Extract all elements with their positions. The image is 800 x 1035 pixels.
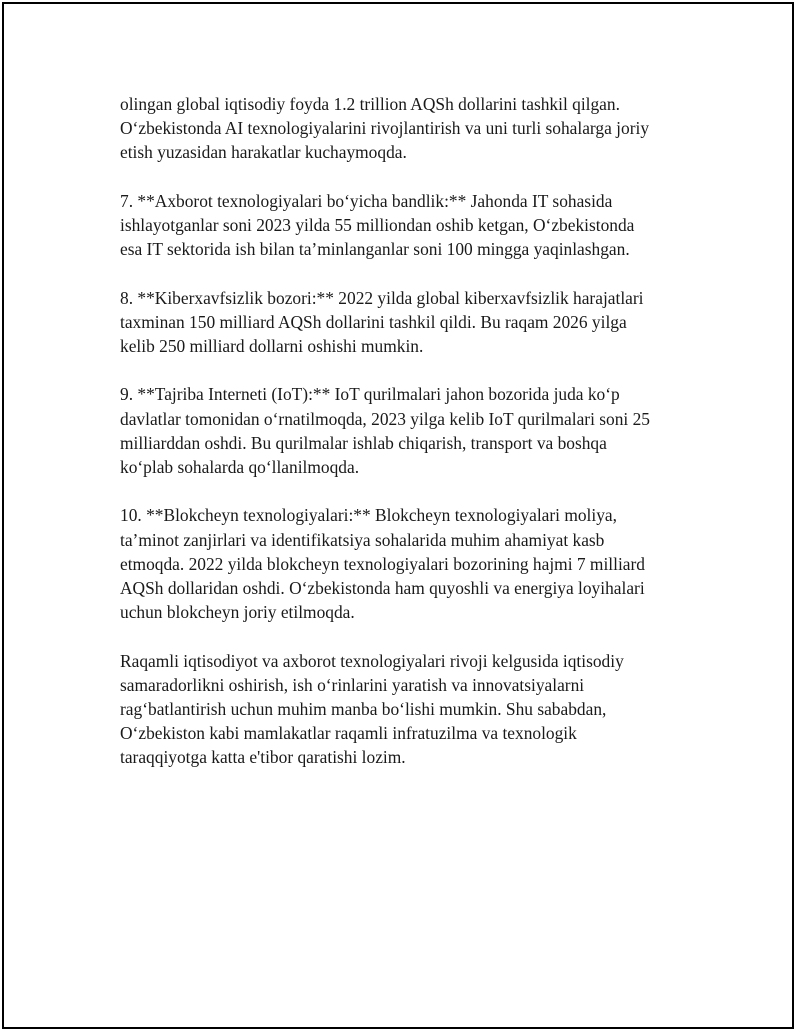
text-line: taraqqiyotga katta e'tibor qaratishi lozim. xyxy=(120,747,406,768)
text-line: milliarddan oshdi. Bu qurilmalar ishlab chiqarish, transport va boshqa xyxy=(120,432,607,453)
text-line: 9. **Tajriba Interneti (IoT):** IoT qurilmalari jahon bozorida juda ko‘p xyxy=(120,384,620,405)
text-line: samaradorlikni oshirish, ish o‘rinlarini yaratish va innovatsiyalarni xyxy=(120,674,585,695)
text-line: 8. **Kiberxavfsizlik bozori:** 2022 yilda global kiberxavfsizlik harajatlari xyxy=(120,287,644,308)
text-line: rag‘batlantirish uchun muhim manba bo‘lishi mumkin. Shu sababdan, xyxy=(120,699,607,719)
text-line: O‘zbekiston kabi mamlakatlar raqamli infratuzilma va texnologik xyxy=(120,723,577,744)
text-line: ko‘plab sohalarda qo‘llanilmoqda. xyxy=(120,457,360,477)
paragraph-item-10 xyxy=(120,503,700,624)
text-line: davlatlar tomonidan o‘rnatilmoqda, 2023 yilga kelib IoT qurilmalari soni 25 xyxy=(120,408,650,429)
text-line: ta’minot zanjirlari va identifikatsiya sohalarida muhim ahamiyat kasb xyxy=(120,529,605,550)
text-line: kelib 250 milliard dollarni oshishi mumkin. xyxy=(120,336,424,356)
text-line: esa IT sektorida ish bilan ta’minlanganlar soni 100 mingga yaqinlashgan. xyxy=(120,239,630,260)
text-line: Raqamli iqtisodiyot va axborot texnologiyalari rivoji kelgusida iqtisodiy xyxy=(120,650,624,671)
text-line: etish yuzasidan harakatlar kuchaymoqda. xyxy=(120,142,407,163)
document-body xyxy=(120,92,700,794)
paragraph-conclusion xyxy=(120,649,700,770)
paragraph-item-8 xyxy=(120,286,700,359)
text-line: 10. **Blokcheyn texnologiyalari:** Blokcheyn texnologiyalari moliya, xyxy=(120,505,617,526)
text-line: O‘zbekistonda AI texnologiyalarini rivojlantirish va uni turli sohalarga joriy xyxy=(120,118,650,139)
text-line: etmoqda. 2022 yilda blokcheyn texnologiyalari bozorining hajmi 7 milliard xyxy=(120,553,645,574)
text-line: taxminan 150 milliard AQSh dollarini tashkil qildi. Bu raqam 2026 yilga xyxy=(120,311,627,332)
text-line: uchun blokcheyn joriy etilmoqda. xyxy=(120,602,355,623)
paragraph-item-7 xyxy=(120,189,700,262)
text-line: 7. **Axborot texnologiyalari bo‘yicha bandlik:** Jahonda IT sohasida xyxy=(120,190,613,211)
paragraph-intro-continuation xyxy=(120,92,700,165)
document-page xyxy=(2,2,794,1029)
text-line: ishlayotganlar soni 2023 yilda 55 milliondan oshib ketgan, O‘zbekistonda xyxy=(120,215,635,235)
text-line: AQSh dollaridan oshdi. O‘zbekistonda ham quyoshli va energiya loyihalari xyxy=(120,578,645,598)
paragraph-item-9 xyxy=(120,382,700,479)
text-line: olingan global iqtisodiy foyda 1.2 trillion AQSh dollarini tashkil qilgan. xyxy=(120,94,620,114)
